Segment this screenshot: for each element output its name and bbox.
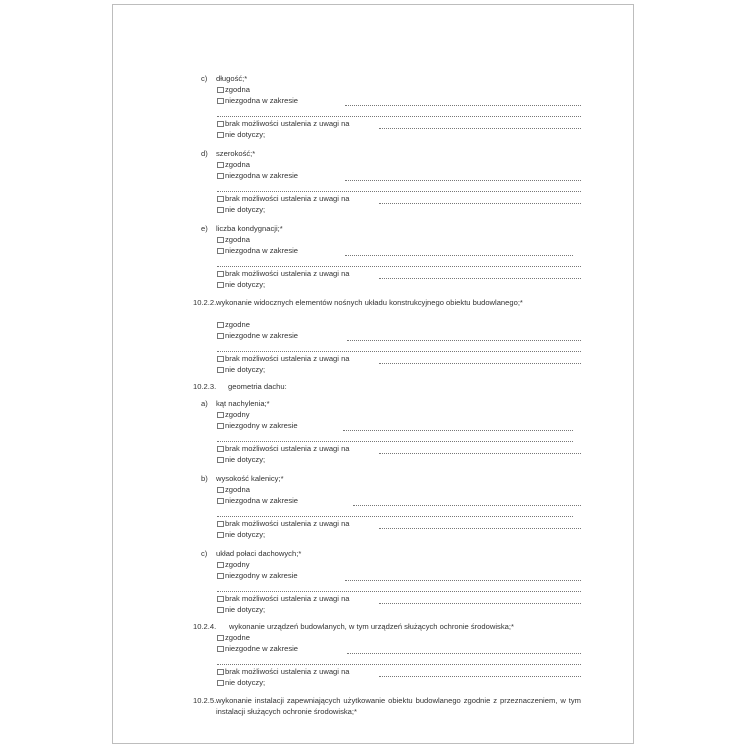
checkbox[interactable] bbox=[217, 680, 224, 686]
fill-line[interactable] bbox=[217, 516, 573, 517]
option-niezgodny[interactable]: niezgodny w zakresie bbox=[217, 570, 298, 581]
option-brak[interactable]: brak możliwości ustalenia z uwagi na bbox=[217, 268, 350, 279]
checkbox[interactable] bbox=[217, 573, 224, 579]
fill-line[interactable] bbox=[345, 255, 573, 256]
option-nie-dotyczy[interactable]: nie dotyczy; bbox=[217, 204, 265, 215]
checkbox[interactable] bbox=[217, 446, 224, 452]
checkbox[interactable] bbox=[217, 423, 224, 429]
fill-line[interactable] bbox=[217, 664, 581, 665]
fill-line[interactable] bbox=[217, 441, 573, 442]
fill-line[interactable] bbox=[217, 266, 581, 267]
checkbox[interactable] bbox=[217, 607, 224, 613]
checkbox[interactable] bbox=[217, 132, 224, 138]
fill-line[interactable] bbox=[345, 105, 581, 106]
item-letter: a) bbox=[201, 399, 208, 408]
option-niezgodna[interactable]: niezgodna w zakresie bbox=[217, 245, 298, 256]
fill-line[interactable] bbox=[379, 528, 581, 529]
checkbox[interactable] bbox=[217, 322, 224, 328]
fill-line[interactable] bbox=[379, 203, 581, 204]
checkbox[interactable] bbox=[217, 646, 224, 652]
fill-line[interactable] bbox=[345, 580, 581, 581]
option-zgodna[interactable]: zgodna bbox=[217, 159, 250, 170]
checkbox[interactable] bbox=[217, 207, 224, 213]
item-title: szerokość;* bbox=[216, 149, 256, 158]
option-zgodna[interactable]: zgodna bbox=[217, 484, 250, 495]
checkbox[interactable] bbox=[217, 532, 224, 538]
item-title: wysokość kalenicy;* bbox=[216, 474, 284, 483]
option-nie-dotyczy[interactable]: nie dotyczy; bbox=[217, 604, 265, 615]
section-title: wykonanie urządzeń budowlanych, w tym urządzeń służących ochronie środowiska;* bbox=[229, 622, 514, 631]
option-nie-dotyczy[interactable]: nie dotyczy; bbox=[217, 279, 265, 290]
checkbox[interactable] bbox=[217, 162, 224, 168]
option-niezgodne[interactable]: niezgodne w zakresie bbox=[217, 330, 298, 341]
fill-line[interactable] bbox=[379, 453, 581, 454]
option-brak[interactable]: brak możliwości ustalenia z uwagi na bbox=[217, 193, 350, 204]
checkbox[interactable] bbox=[217, 121, 224, 127]
fill-line[interactable] bbox=[379, 676, 581, 677]
item-title: układ połaci dachowych;* bbox=[216, 549, 302, 558]
section-number: 10.2.5. bbox=[193, 696, 217, 705]
section-number: 10.2.2. bbox=[193, 298, 217, 307]
fill-line[interactable] bbox=[379, 363, 581, 364]
section-title: geometria dachu: bbox=[228, 382, 287, 391]
option-brak[interactable]: brak możliwości ustalenia z uwagi na bbox=[217, 118, 350, 129]
fill-line[interactable] bbox=[379, 278, 581, 279]
option-niezgodna[interactable]: niezgodna w zakresie bbox=[217, 170, 298, 181]
item-letter: c) bbox=[201, 549, 208, 558]
option-nie-dotyczy[interactable]: nie dotyczy; bbox=[217, 364, 265, 375]
checkbox[interactable] bbox=[217, 282, 224, 288]
fill-line[interactable] bbox=[347, 653, 581, 654]
fill-line[interactable] bbox=[345, 180, 581, 181]
checkbox[interactable] bbox=[217, 521, 224, 527]
option-nie-dotyczy[interactable]: nie dotyczy; bbox=[217, 677, 265, 688]
item-title: liczba kondygnacji;* bbox=[216, 224, 283, 233]
fill-line[interactable] bbox=[347, 340, 581, 341]
checkbox[interactable] bbox=[217, 196, 224, 202]
checkbox[interactable] bbox=[217, 173, 224, 179]
option-zgodne[interactable]: zgodne bbox=[217, 319, 250, 330]
item-title: długość;* bbox=[216, 74, 248, 83]
option-brak[interactable]: brak możliwości ustalenia z uwagi na bbox=[217, 593, 350, 604]
fill-line[interactable] bbox=[343, 430, 573, 431]
option-zgodny[interactable]: zgodny bbox=[217, 409, 250, 420]
option-zgodny[interactable]: zgodny bbox=[217, 559, 250, 570]
option-nie-dotyczy[interactable]: nie dotyczy; bbox=[217, 129, 265, 140]
checkbox[interactable] bbox=[217, 271, 224, 277]
checkbox[interactable] bbox=[217, 87, 224, 93]
checkbox[interactable] bbox=[217, 596, 224, 602]
fill-line[interactable] bbox=[379, 603, 581, 604]
option-zgodna[interactable]: zgodna bbox=[217, 84, 250, 95]
fill-line[interactable] bbox=[217, 116, 581, 117]
checkbox[interactable] bbox=[217, 635, 224, 641]
option-niezgodny[interactable]: niezgodny w zakresie bbox=[217, 420, 298, 431]
checkbox[interactable] bbox=[217, 237, 224, 243]
section-title: wykonanie widocznych elementów nośnych układu konstrukcyjnego obiektu budowlanego;* bbox=[216, 298, 523, 307]
item-title: kąt nachylenia;* bbox=[216, 399, 270, 408]
option-niezgodna[interactable]: niezgodna w zakresie bbox=[217, 95, 298, 106]
option-zgodna[interactable]: zgodna bbox=[217, 234, 250, 245]
checkbox[interactable] bbox=[217, 333, 224, 339]
fill-line[interactable] bbox=[217, 591, 581, 592]
item-letter: b) bbox=[201, 474, 208, 483]
checkbox[interactable] bbox=[217, 356, 224, 362]
item-letter: e) bbox=[201, 224, 208, 233]
section-number: 10.2.3. bbox=[193, 382, 217, 391]
checkbox[interactable] bbox=[217, 367, 224, 373]
fill-line[interactable] bbox=[379, 128, 581, 129]
document-page bbox=[112, 4, 634, 744]
option-nie-dotyczy[interactable]: nie dotyczy; bbox=[217, 529, 265, 540]
fill-line[interactable] bbox=[217, 191, 581, 192]
option-brak[interactable]: brak możliwości ustalenia z uwagi na bbox=[217, 518, 350, 529]
checkbox[interactable] bbox=[217, 98, 224, 104]
section-number: 10.2.4. bbox=[193, 622, 217, 631]
option-zgodne[interactable]: zgodne bbox=[217, 632, 250, 643]
option-niezgodna[interactable]: niezgodna w zakresie bbox=[217, 495, 298, 506]
fill-line[interactable] bbox=[353, 505, 581, 506]
checkbox[interactable] bbox=[217, 487, 224, 493]
checkbox[interactable] bbox=[217, 412, 224, 418]
fill-line[interactable] bbox=[217, 351, 581, 352]
checkbox[interactable] bbox=[217, 457, 224, 463]
option-niezgodne[interactable]: niezgodne w zakresie bbox=[217, 643, 298, 654]
section-title: wykonanie instalacji zapewniających użytkowanie obiektu budowlanego zgodnie z przeznaczeniem, w tym instalacji służących ochronie środowiska;* bbox=[216, 696, 581, 717]
checkbox[interactable] bbox=[217, 669, 224, 675]
checkbox[interactable] bbox=[217, 498, 224, 504]
checkbox[interactable] bbox=[217, 562, 224, 568]
option-brak[interactable]: brak możliwości ustalenia z uwagi na bbox=[217, 443, 350, 454]
option-brak[interactable]: brak możliwości ustalenia z uwagi na bbox=[217, 666, 350, 677]
item-letter: c) bbox=[201, 74, 208, 83]
option-nie-dotyczy[interactable]: nie dotyczy; bbox=[217, 454, 265, 465]
option-brak[interactable]: brak możliwości ustalenia z uwagi na bbox=[217, 353, 350, 364]
checkbox[interactable] bbox=[217, 248, 224, 254]
item-letter: d) bbox=[201, 149, 208, 158]
